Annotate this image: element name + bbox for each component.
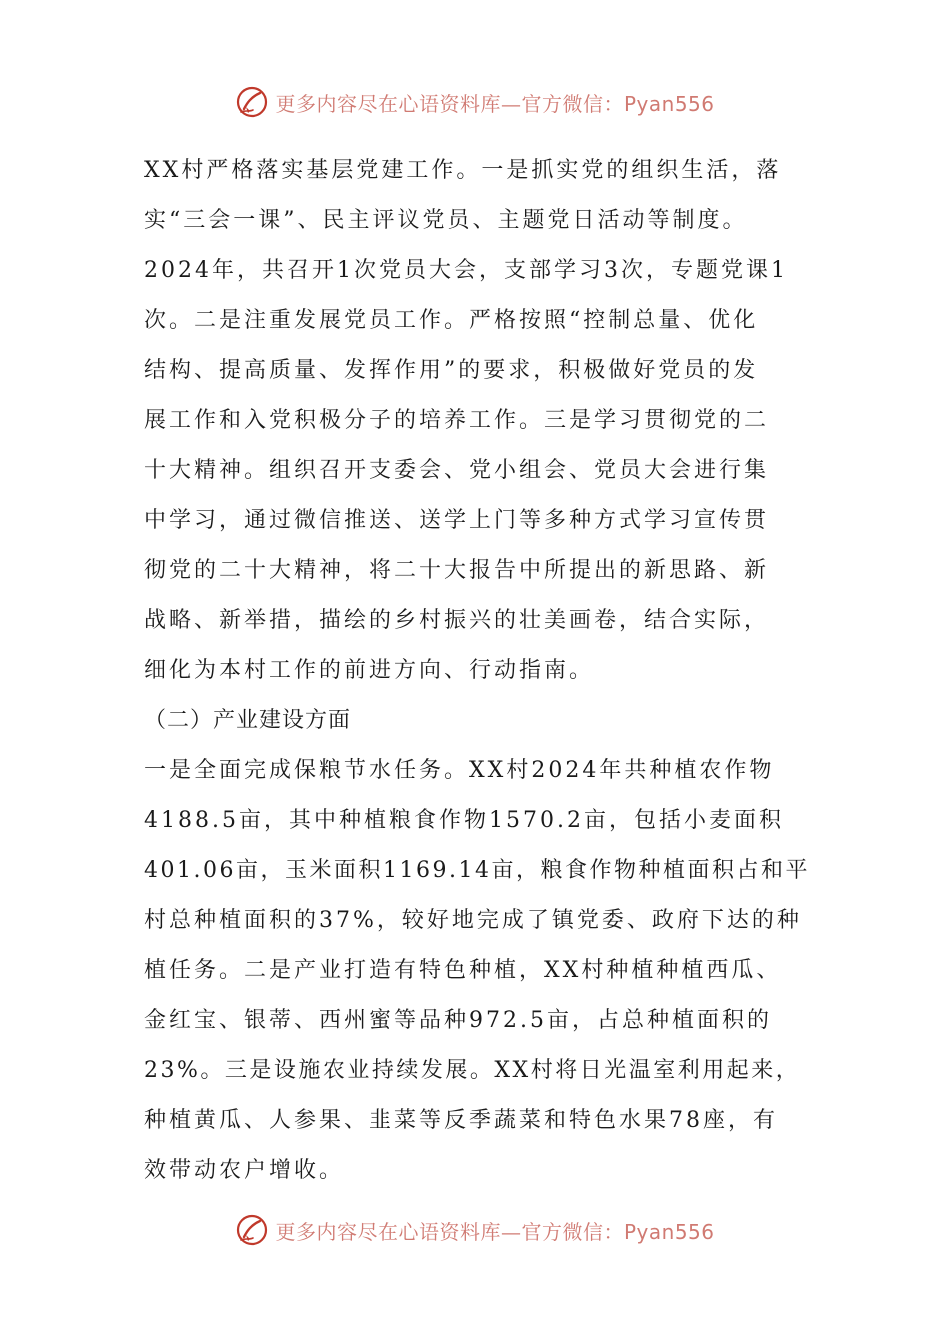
- pen-logo-icon: [235, 1213, 269, 1247]
- body-line: 401.06亩，玉米面积1169.14亩，粮食作物种植面积占和平: [144, 858, 810, 883]
- footer-watermark-banner: [0, 1208, 950, 1252]
- body-line: 次。二是注重发展党员工作。严格按照“控制总量、优化: [144, 308, 759, 333]
- body-line: 实“三会一课”、民主评议党员、主题党日活动等制度。: [144, 208, 748, 233]
- body-line: 战略、新举措，描绘的乡村振兴的壮美画卷，结合实际，: [144, 608, 770, 633]
- body-line: 十大精神。组织召开支委会、党小组会、党员大会进行集: [144, 458, 770, 483]
- header-banner-id: Pyan556: [623, 91, 715, 116]
- body-line: 4188.5亩，其中种植粮食作物1570.2亩，包括小麦面积: [144, 808, 784, 833]
- header-watermark-banner: [0, 80, 950, 124]
- pen-logo-icon: [235, 85, 269, 119]
- footer-banner-id: Pyan556: [623, 1219, 715, 1244]
- body-line: 中学习，通过微信推送、送学上门等多种方式学习宣传贯: [144, 508, 770, 533]
- body-line: 效带动农户增收。: [144, 1158, 345, 1183]
- body-line: 彻党的二十大精神，将二十大报告中所提出的新思路、新: [144, 558, 770, 583]
- body-line: 植任务。二是产业打造有特色种植，XX村种植种植西瓜、: [144, 958, 782, 983]
- body-line: 结构、提高质量、发挥作用”的要求，积极做好党员的发: [144, 358, 759, 383]
- document-body: [144, 146, 812, 1196]
- footer-banner-text: 更多内容尽在心语资料库—官方微信：Pyan556: [275, 1219, 715, 1244]
- body-line: XX村严格落实基层党建工作。一是抓实党的组织生活，落: [144, 158, 782, 183]
- body-line: 种植黄瓜、人参果、韭菜等反季蔬菜和特色水果78座，有: [144, 1108, 778, 1133]
- section-heading: （二）产业建设方面: [144, 708, 352, 733]
- body-line: 23%。三是设施农业持续发展。XX村将日光温室利用起来，: [144, 1058, 801, 1083]
- body-line: 一是全面完成保粮节水任务。XX村2024年共种植农作物: [144, 758, 775, 783]
- body-line: 金红宝、银蒂、西州蜜等品种972.5亩，占总种植面积的: [144, 1008, 772, 1033]
- header-banner-text: 更多内容尽在心语资料库—官方微信：Pyan556: [275, 91, 715, 116]
- body-line: 2024年，共召开1次党员大会，支部学习3次，专题党课1: [144, 258, 788, 283]
- body-line: 村总种植面积的37%，较好地完成了镇党委、政府下达的种: [144, 908, 802, 933]
- body-line: 展工作和入党积极分子的培养工作。三是学习贯彻党的二: [144, 408, 770, 433]
- body-line: 细化为本村工作的前进方向、行动指南。: [144, 658, 595, 683]
